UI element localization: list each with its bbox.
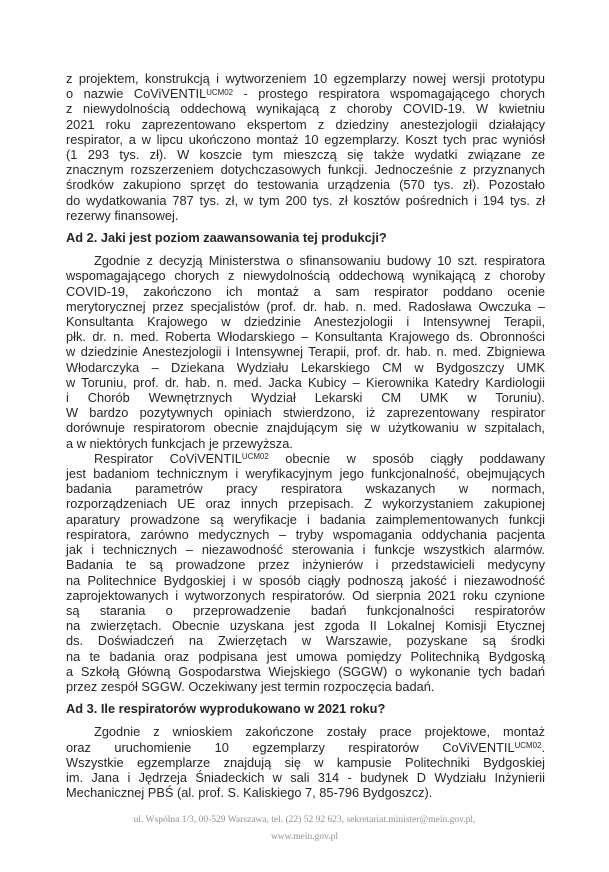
paragraph (66, 71, 545, 223)
text-line: merytorycznej przez specjalistów (prof. dr. hab. n. med. Radosława Owczuka – (66, 298, 545, 314)
text-line: COVID-19, zakończono ich montaż a sam respirator poddano ocenie (66, 283, 545, 299)
text-line: płk. dr. n. med. Roberta Włodarskiego – Konsultanta Krajowego ds. Obronności (66, 329, 545, 345)
superscript-text: UCM02 (514, 740, 542, 750)
section-heading: Ad 3. Ile respiratorów wyprodukowano w 2021 roku? (66, 701, 386, 717)
text-line: Włodarczyka – Dziekana Wydziału Lekarskiego CM w Bydgoszczy UMK (66, 359, 545, 375)
text-line: a Szkołą Główną Gospodarstwa Wiejskiego (SGGW) o wykonanie tych badań (66, 663, 545, 679)
text-line: Badania te są prowadzone przez inżynierów i przedstawicieli medycyny (66, 557, 545, 573)
text-line: na te badania oraz podpisana jest umowa pomiędzy Politechniką Bydgoską (66, 648, 545, 664)
text-line: im. Jana i Jędrzeja Śniadeckich w sali 314 - budynek D Wydziału Inżynierii (66, 769, 545, 785)
text-line: Zgodnie z decyzją Ministerstwa o sfinansowaniu budowy 10 szt. respiratora (94, 253, 545, 269)
text-line: oraz uruchomienie 10 egzemplarzy respiratorów CoViVENTIL$^{UCM02}$. (66, 739, 545, 755)
text-line: Mechanicznej PBŚ (al. prof. S. Kaliskiego 7, 85-796 Bydgoszcz). (66, 785, 433, 801)
text-line: 2021 roku zaprezentowano ekspertom z dziedziny anestezjologii działający (66, 116, 545, 132)
footer-website: www.mein.gov.pl (270, 832, 339, 842)
text-line: Wszystkie egzemplarze znajdują się w kampusie Politechniki Bydgoskiej (66, 754, 545, 770)
text-line: na Politechnice Bydgoskiej i w sposób ciągły podnoszą jakość i niezawodność (66, 572, 545, 588)
text-line: Konsultanta Krajowego w dziedzinie Anestezjologii i Intensywnej Terapii, (66, 314, 545, 330)
text-line: w Toruniu, prof. dr. hab. n. med. Jacka Kubicy – Kierownika Katedry Kardiologii (66, 374, 545, 390)
text-line: i Chorób Wewnętrznych Wydział Lekarski CM UMK w Toruniu). (66, 390, 545, 406)
page-footer (0, 812, 609, 846)
superscript-text: UCM02 (206, 87, 234, 97)
text-line: są starania o przeprowadzenie badań funkcjonalności respiratorów (66, 602, 545, 618)
text-line: o nazwie CoViVENTIL$^{UCM02}$ - prostego respiratora wspomagającego chorych (66, 86, 545, 102)
text-line: respirator, a w lipcu ukończono montaż 10 egzemplarzy. Koszt tych prac wyniósł (66, 131, 545, 147)
text-line: wspomagającego chorych z niewydolnością oddechową wynikającą z choroby (66, 268, 545, 284)
text-line: w dziedzinie Anestezjologii i Intensywnej Terapii, prof. dr. hab. n. med. Zbigniewa (66, 344, 545, 360)
text-line: respiratora, zarówno medycznych – tryby wspomagania oddychania pacjenta (66, 526, 545, 542)
text-line: dorównuje respiratorom obecnie znajdującym się w użytkowaniu w szpitalach, (66, 420, 545, 436)
text-line: rezerwy finansowej. (66, 207, 179, 223)
text-line: zaprojektowanych i wytworzonych respiratorów. Od sierpnia 2021 roku czynione (66, 587, 545, 603)
section-heading: Ad 2. Jaki jest poziom zaawansowania tej produkcji? (66, 230, 387, 246)
text-line: a w niektórych funkcjach je przewyższa. (66, 435, 293, 451)
paragraph (66, 253, 545, 451)
text-line: W bardzo pozytywnych opiniach stwierdzono, iż zaprezentowany respirator (66, 405, 545, 421)
text-line: znacznym rozszerzeniem dotychczasowych funkcji. Jednocześnie z przyznanych (66, 162, 545, 178)
text-line: jak i technicznych – niezawodność sterowania i funkcje wszystkich alarmów. (66, 542, 545, 558)
text-line: przez zespół SGGW. Oczekiwany jest termin rozpoczęcia badań. (66, 678, 435, 694)
text-line: z projektem, konstrukcją i wytworzeniem 10 egzemplarzy nowej wersji prototypu (66, 71, 545, 86)
text-line: z niewydolnością oddechową wynikającą z choroby COVID-19. W kwietniu (66, 101, 545, 117)
paragraph (66, 724, 545, 800)
text-line: środków zakupiono sprzęt do testowania urządzenia (570 tys. zł). Pozostało (66, 177, 545, 193)
text-line: aparatury prowadzone są weryfikacje i badania zaimplementowanych funkcji (66, 511, 545, 527)
text-line: na zwierzętach. Obecnie uzyskana jest zgoda II Lokalnej Komisji Etycznej (66, 618, 545, 634)
paragraph (66, 451, 545, 694)
text-line: jest badaniom technicznym i weryfikacyjnym jego funkcjonalność, obejmujących (66, 466, 545, 482)
document-body (66, 71, 545, 800)
footer-address: ul. Wspólna 1/3, 00-529 Warszawa, tel. (22) 52 92 623, sekretariat.minister@mein.gov.pl, (133, 815, 476, 825)
text-line: ds. Doświadczeń na Zwierzętach w Warszawie, pozyskane są środki (66, 633, 545, 649)
text-line: Respirator CoViVENTIL$^{UCM02}$ obecnie w sposób ciągły poddawany (94, 450, 545, 466)
text-line: Zgodnie z wnioskiem zakończone zostały prace projektowe, montaż (94, 724, 545, 740)
text-line: (1 293 tys. zł). W koszcie tym mieszczą się także wydatki związane ze (66, 147, 545, 163)
superscript-text: UCM02 (241, 452, 269, 462)
text-line: rozporządzeniach UE oraz innych przepisach. Z wykorzystaniem zakupionej (66, 496, 545, 512)
text-line: do wydatkowania 787 tys. zł, w tym 200 tys. zł kosztów pośrednich i 194 tys. zł (66, 192, 545, 208)
text-line: badania parametrów pracy respiratora wskazanych w normach, (66, 481, 545, 497)
